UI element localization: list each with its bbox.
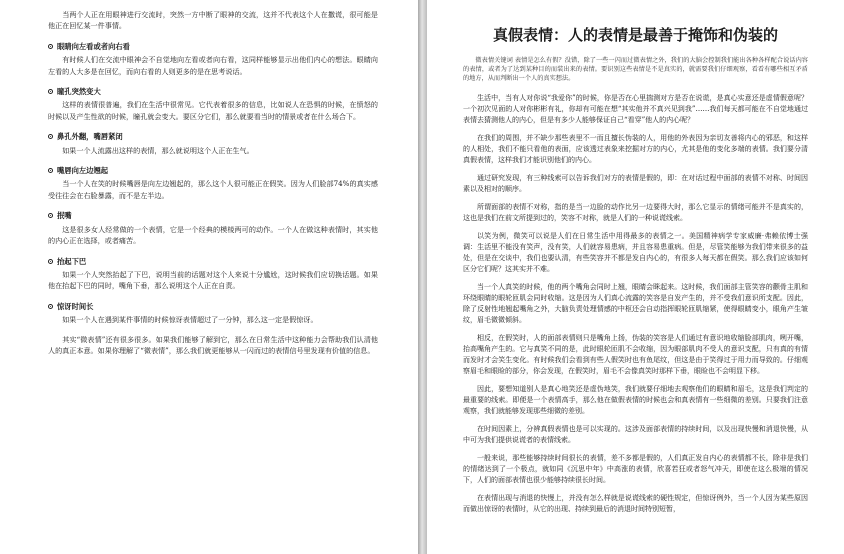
body-paragraph: 相反，在假笑时，人的面部表情则只是嘴角上扬，伪装的笑容是人们通过有意识地收缩脸部肌肉，咧开嘴，抬高嘴角产生的。它与真笑不同的是，此时眼轮匝肌不会收缩，因为眼部肌肉不受人的意识支配，只有真的有情而发时才会笑生变化。有时候我们会看到有些人假笑时也有鱼尾纹，但这是由于笑得过于用力而导致的。仔细观察眉毛和眼睑的部分，你会发现，在假笑时，眉毛不会像真笑时那样下垂，眼睑也不会明显下移。 <box>463 334 808 375</box>
body-paragraph: 以笑为例，微笑可以说是人们在日常生活中用得最多的表情之一。美国精神病学专家威廉·弗赖依博士强调：生活里不能没有笑声，没有笑，人们就容易患病，并且容易患重病。但是，尽管笑能够为我们带来很多的益处，但是在交谈中，我们也要认清，有些笑容并不都是发自内心的，有很多人每天都在假笑。那么我们应该如何区分它们呢？这其实并不难。 <box>463 232 808 273</box>
right-page <box>427 0 844 554</box>
body-paragraph: 生活中，当有人对你说“我爱你”的时候，你是否在心里揣测对方是否在说谎，是真心实意还是虚情假意呢？一个初次见面的人对你彬彬有礼，你却有可能在想“其实他并不真兴见到我”……我们每天都可能在不自觉地通过表情去猜测他人的内心，但是有多少人能够保证自己“看穿”他人的内心呢？ <box>463 94 808 124</box>
section-heading-text: 鼻孔外翻，嘴唇紧闭 <box>57 132 123 142</box>
section-body: 有时候人们在交流中眼神会不自觉地向左看或者向右看，这同样能够显示出他们内心的想法。眼睛向左看的人大多是在回忆，而向右看的人则更多的是在思考说话。 <box>48 55 378 76</box>
bullet-icon <box>48 304 53 309</box>
bullet-icon <box>48 213 53 218</box>
body-paragraph: 通过研究发现，有三种线索可以告诉我们对方的表情是假的，即：在对话过程中面部的表情不对称、时间因素以及相对的顺序。 <box>463 174 808 193</box>
left-intro-paragraph: 当两个人正在用眼神进行交流时，突然一方中断了眼神的交流，这并不代表这个人在撒谎，很可能是他正在回忆某一件事情。 <box>48 10 378 31</box>
section-body: 如果一个人突然抬起了下巴，说明当前的话题对这个人来说十分尴尬，这时候我们应切换话题。如果他在抬起下巴的同时，嘴角下垂，那么说明这个人正在自责。 <box>48 269 378 291</box>
bullet-icon <box>48 259 53 264</box>
left-page <box>0 0 418 554</box>
section-body: 如果一个人流露出这样的表情，那么就说明这个人正在生气。 <box>62 145 254 155</box>
body-paragraph: 在时间因素上，分辨真假表情也是可以实现的。这涉及面部表情的持续时间，以及出现快慢和消退快慢，从中可为我们提供说谎者的表情线索。 <box>463 425 808 444</box>
body-paragraph: 一般来说，那些能够持续时间很长的表情，差不多都是假的，人们真正发自内心的表情都不长，除非是我们的情绪达到了一个极点，就如同《沉思中年》中高涨的表情，欣喜若狂或者怒气冲天，即使在这么极端的情况下，人们的面部表情也很少能够持续很长时间。 <box>463 454 808 484</box>
body-paragraph: 因此，要想知道别人是真心地笑还是虚伪地笑，我们就要仔细地去观察他们的眼睛和眉毛，这是我们判定的最重要的线索。即便是一个表情高手，那么他在做假表情的时候也会和真表情有一些细微的差别。只要我们注意观察，我们就能够发现那些细微的差别。 <box>463 385 808 415</box>
section-heading-text: 惊讶时间长 <box>57 301 94 311</box>
body-paragraph: 当一个人真笑的时候，他的两个嘴角会同时上翘，眼睛会眯起来。这时候，我们面部主管笑容的颧骨主肌和环绕眼睛的眼轮匝肌会同时收缩。这是因为人们真心流露的笑容是自发产生的，并不受我们意识所支配。因此，除了反射性地翘起嘴角之外，大脑负责处理情感的中枢还会自动指挥眼轮匝肌缩紧，使得眼睛变小，眼角产生皱纹，眉毛微微倾斜。 <box>463 283 808 324</box>
section-heading-text: 抬起下巴 <box>57 256 87 266</box>
section-heading <box>48 256 378 267</box>
section-heading-text: 嘴唇向左边翘起 <box>57 166 109 176</box>
section-heading <box>48 165 378 176</box>
article-title: 真假表情：人的表情是最善于掩饰和伪装的 <box>492 26 778 44</box>
bullet-icon <box>48 44 53 49</box>
section-heading <box>48 41 378 52</box>
bullet-icon <box>48 168 53 173</box>
section-heading <box>48 301 378 312</box>
bullet-icon <box>48 134 53 139</box>
section-body: 如果一个人在遇到某件事情的时候惊讶表情超过了一分钟，那么这一定是假惊讶。 <box>62 315 318 325</box>
section-heading <box>48 210 378 221</box>
section-heading <box>48 86 378 97</box>
body-paragraph: 在表情出现与消退的快慢上，并没有怎么样就是说谎线索的硬性规定，但惊讶例外，当一个人因为某些原因而做出惊讶的表情时，从它的出现、持续到最后的消退时间特别短暂， <box>463 494 808 513</box>
article-summary: 微表情关键词 表情是怎么有假？没错，除了一些一闪而过微表情之外，我们的大脑会控制我们能出各种各样配合说话内容的表情，或者为了达到某种目的而装出来的表情。要识别这些表情是不是真实的，就需要我们仔细观察，看看有哪些相互矛盾的地方，从而判断出一个人的真实想法。 <box>463 57 808 82</box>
section-heading-text: 瞳孔突然变大 <box>57 87 101 97</box>
book-gutter <box>418 0 427 554</box>
section-body: 这样的表情很普遍，我们在生活中很常见。它代表着很多的信息，比如说人在恐惧的时候，在愤怒的时候以及产生性欲的时候，瞳孔就会变大。要区分它们，那么就要看当时的情景或者在什么场合下。 <box>48 100 378 121</box>
body-paragraph: 在我们的周围，并不缺少那些表里不一而且擅长伪装的人，用他的外表因为亲切友善将内心的邪恶，和这样的人相处，我们不能只看他的表面，应该透过表象来挖掘对方的内心，尤其是他的变化多端的表情。我们要分清真假表情，这样我们才能识别他们的内心。 <box>463 134 808 164</box>
section-body: 当一个人在笑的时候嘴唇是向左边翘起的，那么这个人很可能正在假笑。因为人们脸部74%的真实感受往往会在右脸暴露，而不是左半边。 <box>48 179 378 200</box>
section-heading-text: 抿嘴 <box>57 211 72 221</box>
bullet-icon <box>48 89 53 94</box>
section-heading <box>48 131 378 142</box>
section-heading-text: 眼睛向左看或者向右看 <box>57 41 130 51</box>
body-paragraph: 所谓面部的表情不对称，指的是当一边脸的动作比另一边要得大时，那么它显示的情绪可能并不是真实的，这也是我们在前文所提到过的，笑容不对称，就是人们的一种说谎线索。 <box>463 203 808 222</box>
left-closing-paragraph: 其实“微表情”还有很多很多。如果我们能够了解到它，那么在日常生活中这种能力会帮助我们认清他人的真正本意。如果你理解了“微表情”，那么我们就更能够从一闪而过的表情信号里发现有价值的信息。 <box>48 334 378 355</box>
section-body: 这是很多女人经常做的一个表情，它是一个经典的模棱两可的动作。一个人在做这种表情时，其实他的内心正在选择，或者痛苦。 <box>48 224 378 246</box>
